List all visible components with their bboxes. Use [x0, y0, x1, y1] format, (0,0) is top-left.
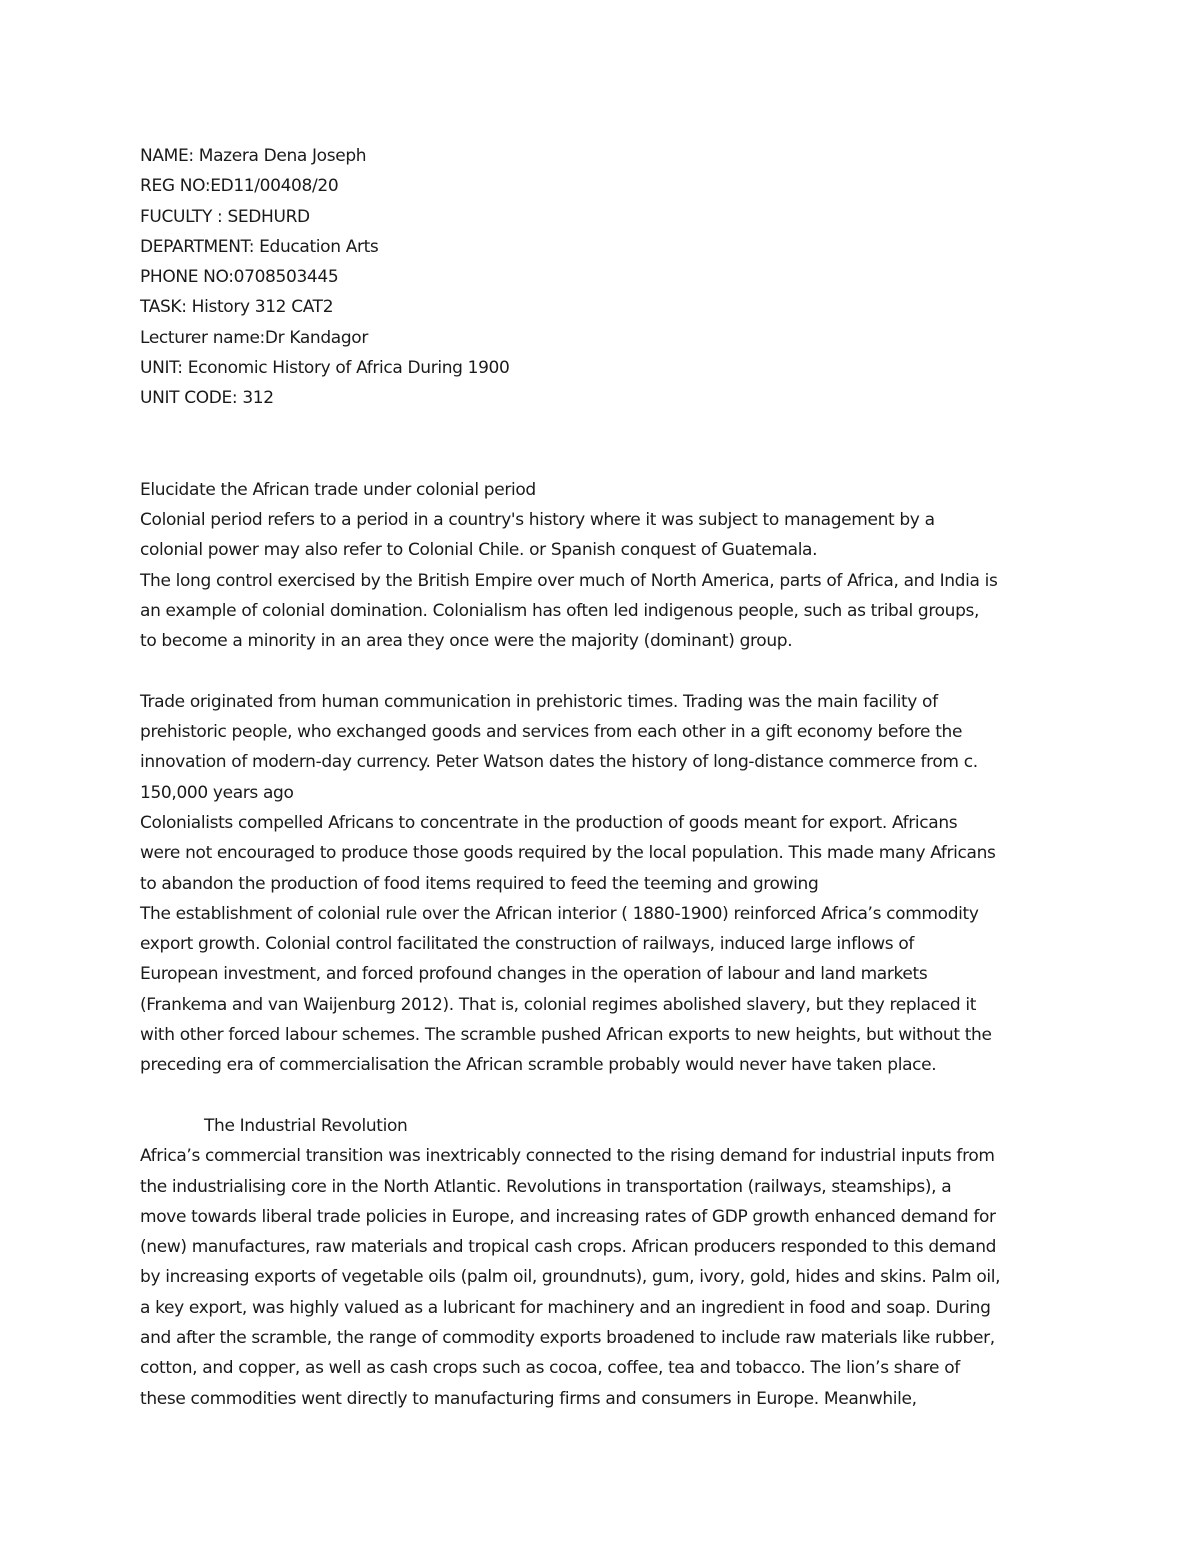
- registration-number: REG NO:ED11/00408/20: [140, 176, 339, 197]
- paragraph-5: [140, 899, 1060, 1081]
- blank-line: [140, 656, 1060, 686]
- paragraph-line: 150,000 years ago: [140, 782, 294, 803]
- paragraph-line: The long control exercised by the British Empire over much of North America, parts of Africa, and India is: [140, 570, 998, 591]
- unit-code: UNIT CODE: 312: [140, 388, 274, 409]
- paragraph-line: with other forced labour schemes. The scramble pushed African exports to new heights, but without the: [140, 1025, 992, 1046]
- student-header: [140, 141, 1060, 414]
- paragraph-line: Colonial period refers to a period in a country's history where it was subject to management by a: [140, 509, 935, 530]
- lecturer-name: Lecturer name:Dr Kandagor: [140, 327, 368, 348]
- unit-title: UNIT: Economic History of Africa During 1900: [140, 358, 510, 379]
- paragraph-line: cotton, and copper, as well as cash crops such as cocoa, coffee, tea and tobacco. The lion’s share of: [140, 1358, 960, 1379]
- paragraph-line: innovation of modern-day currency. Peter Watson dates the history of long-distance commerce from c.: [140, 752, 978, 773]
- paragraph-line: these commodities went directly to manufacturing firms and consumers in Europe. Meanwhile,: [140, 1388, 917, 1409]
- paragraph-line: to abandon the production of food items required to feed the teeming and growing: [140, 873, 819, 894]
- student-name: NAME: Mazera Dena Joseph: [140, 146, 367, 166]
- essay-body: [140, 475, 1060, 1414]
- document-page: [140, 141, 1060, 1414]
- paragraph-line: a key export, was highly valued as a lubricant for machinery and an ingredient in food and soap. During: [140, 1297, 991, 1318]
- paragraph-line: (new) manufactures, raw materials and tropical cash crops. African producers responded to this demand: [140, 1237, 997, 1258]
- paragraph-1: [140, 505, 1060, 566]
- paragraph-3: [140, 687, 1060, 808]
- paragraph-2: [140, 566, 1060, 657]
- paragraph-line: (Frankema and van Waijenburg 2012). That is, colonial regimes abolished slavery, but they replaced it: [140, 994, 977, 1015]
- paragraph-line: prehistoric people, who exchanged goods and services from each other in a gift economy before the: [140, 722, 963, 743]
- blank-line: [140, 1081, 1060, 1111]
- faculty: FUCULTY : SEDHURD: [140, 206, 310, 227]
- paragraph-line: and after the scramble, the range of commodity exports broadened to include raw materials like rubber,: [140, 1327, 995, 1348]
- paragraph-line: Trade originated from human communication in prehistoric times. Trading was the main facility of: [140, 691, 938, 712]
- paragraph-line: were not encouraged to produce those goods required by the local population. This made many Africans: [140, 843, 996, 864]
- paragraph-line: Colonialists compelled Africans to concentrate in the production of goods meant for export. Africans: [140, 812, 958, 833]
- paragraph-4: [140, 808, 1060, 899]
- paragraph-line: move towards liberal trade policies in Europe, and increasing rates of GDP growth enhanced demand for: [140, 1206, 996, 1227]
- paragraph-line: European investment, and forced profound changes in the operation of labour and land markets: [140, 964, 928, 985]
- section-subheading: The Industrial Revolution: [204, 1115, 408, 1136]
- header-spacer: [140, 414, 1060, 475]
- paragraph-line: an example of colonial domination. Colonialism has often led indigenous people, such as tribal groups,: [140, 600, 980, 621]
- paragraph-line: colonial power may also refer to Colonial Chile. or Spanish conquest of Guatemala.: [140, 540, 818, 561]
- paragraph-line: preceding era of commercialisation the African scramble probably would never have taken place.: [140, 1055, 937, 1076]
- paragraph-line: export growth. Colonial control facilitated the construction of railways, induced large inflows of: [140, 934, 915, 955]
- question-heading: Elucidate the African trade under colonial period: [140, 479, 536, 500]
- paragraph-line: Africa’s commercial transition was inextricably connected to the rising demand for industrial inputs from: [140, 1146, 995, 1167]
- paragraph-line: The establishment of colonial rule over the African interior ( 1880-1900) reinforced Africa’s commodity: [140, 903, 979, 924]
- paragraph-line: to become a minority in an area they once were the majority (dominant) group.: [140, 631, 793, 652]
- department: DEPARTMENT: Education Arts: [140, 236, 379, 257]
- paragraph-line: the industrialising core in the North Atlantic. Revolutions in transportation (railways, steamships), a: [140, 1176, 952, 1197]
- paragraph-line: by increasing exports of vegetable oils (palm oil, groundnuts), gum, ivory, gold, hides and skins. Palm oil,: [140, 1267, 1001, 1288]
- phone-number: PHONE NO:0708503445: [140, 267, 339, 288]
- task: TASK: History 312 CAT2: [140, 297, 334, 318]
- paragraph-6: [140, 1141, 1060, 1414]
